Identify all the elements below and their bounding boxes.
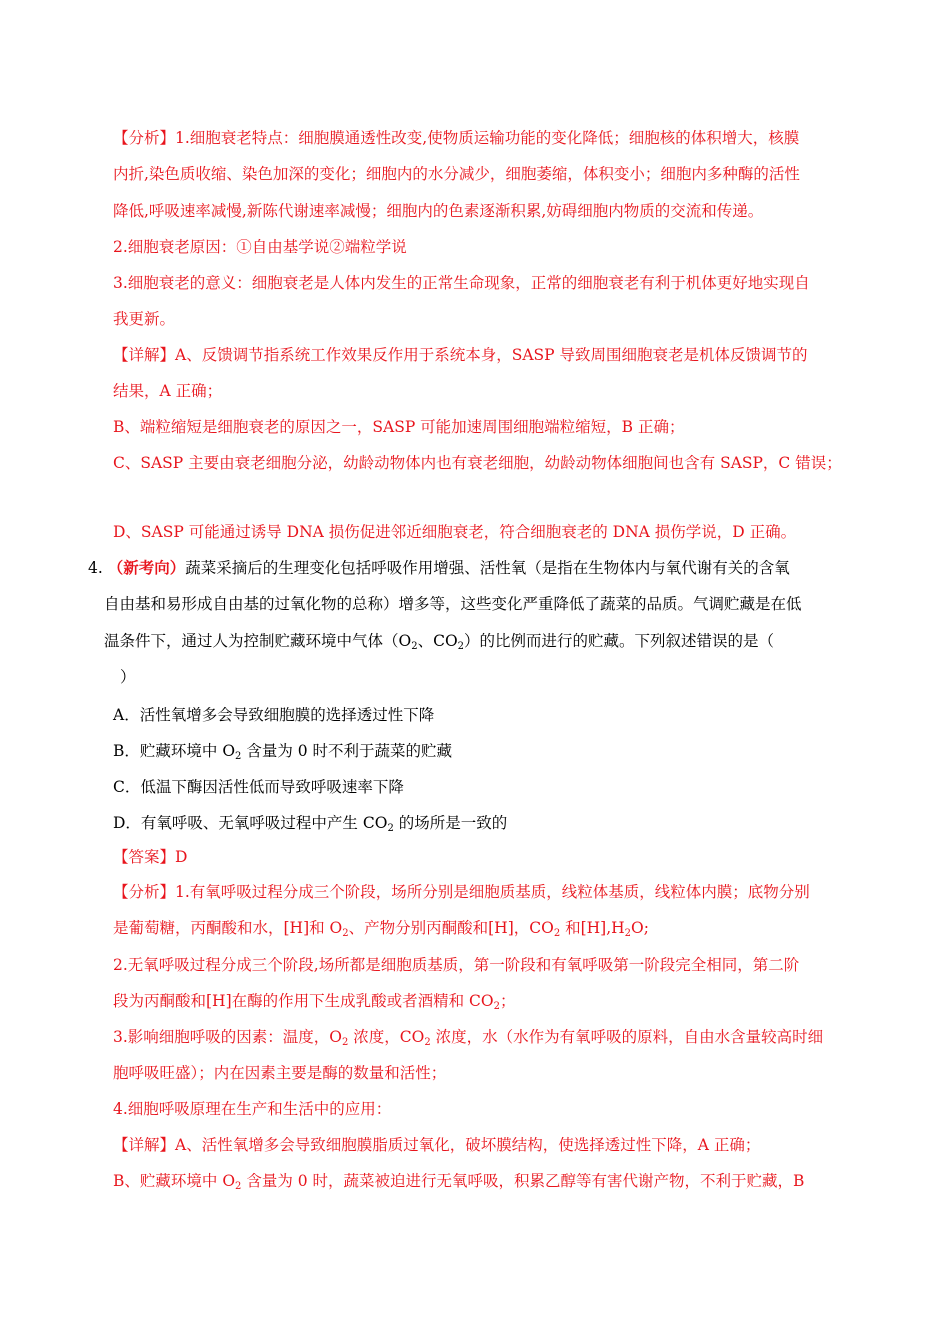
option-d: D．有氧呼吸、无氧呼吸过程中产生 $CO_2$ 的场所是一致的: [113, 814, 508, 834]
analysis1-line-4: 2.细胞衰老原因：①自由基学说②端粒学说: [113, 238, 407, 256]
question4-stem-line-2: 自由基和易形成自由基的过氧化物的总称）增多等，这些变化严重降低了蔬菜的品质。气调贮藏是在低: [104, 595, 802, 613]
detail1-line-4: C、SASP 主要由衰老细胞分泌，幼龄动物体内也有衰老细胞，幼龄动物体细胞间也含有 SASP，C 错误；: [113, 454, 842, 472]
analysis1-line-2: 内折,染色质收缩、染色加深的变化；细胞内的水分减少，细胞萎缩，体积变小；细胞内多种酶的活性: [113, 165, 800, 183]
option-b: B．贮藏环境中 $O_2$ 含量为 0 时不利于蔬菜的贮藏: [113, 742, 453, 762]
analysis1-line-3: 降低,呼吸速率减慢,新陈代谢速率减慢；细胞内的色素逐渐积累,妨碍细胞内物质的交流和传递。: [113, 202, 764, 220]
question-text: 蔬菜采摘后的生理变化包括呼吸作用增强、活性氧（是指在生物体内与氧代谢有关的含氧: [185, 559, 790, 577]
question-number: 4.: [88, 559, 103, 577]
analysis2-line-3: 2.无氧呼吸过程分成三个阶段,场所都是细胞质基质，第一阶段和有氧呼吸第一阶段完全相同，第二阶: [113, 956, 800, 974]
analysis2-line-2: 是葡萄糖，丙酮酸和水，[H]和 $O_2$、产物分别丙酮酸和[H]，$CO_2$ 和$[H],H_2O$;: [113, 919, 649, 939]
analysis1-line-5: 3.细胞衰老的意义：细胞衰老是人体内发生的正常生命现象，正常的细胞衰老有利于机体更好地实现自: [113, 274, 810, 292]
question-tag: （新考向）: [107, 558, 186, 577]
option-a: A．活性氧增多会导致细胞膜的选择透过性下降: [113, 706, 435, 724]
answer: 【答案】D: [113, 848, 188, 866]
question4-stem-line-1: [88, 556, 790, 580]
analysis1-line-6: 我更新。: [113, 310, 176, 328]
detail1-line-5: D、SASP 可能通过诱导 DNA 损伤促进邻近细胞衰老，符合细胞衰老的 DNA 损伤学说，D 正确。: [113, 523, 797, 541]
analysis1-line-1: 【分析】1.细胞衰老特点：细胞膜通透性改变,使物质运输功能的变化降低；细胞核的体积增大，核膜: [113, 129, 800, 147]
question4-stem-line-3: 温条件下，通过人为控制贮藏环境中气体（$O_2$、$CO_2$）的比例而进行的贮藏。下列叙述错误的是（: [104, 632, 775, 652]
analysis2-line-4: 段为丙酮酸和[H]在酶的作用下生成乳酸或者酒精和 $CO_2$；: [113, 992, 516, 1012]
analysis2-line-7: 4.细胞呼吸原理在生产和生活中的应用：: [113, 1100, 392, 1118]
analysis2-line-6: 胞呼吸旺盛）；内在因素主要是酶的数量和活性；: [113, 1064, 447, 1082]
detail2-line-2: B、贮藏环境中 $O_2$ 含量为 0 时，蔬菜被迫进行无氧呼吸，积累乙醇等有害代谢产物，不利于贮藏，B: [113, 1172, 805, 1192]
detail2-line-1: 【详解】A、活性氧增多会导致细胞膜脂质过氧化，破坏膜结构，使选择透过性下降，A 正确；: [113, 1136, 761, 1154]
detail1-line-3: B、端粒缩短是细胞衰老的原因之一，SASP 可能加速周围细胞端粒缩短，B 正确；: [113, 418, 685, 436]
detail1-line-2: 结果，A 正确；: [113, 382, 223, 400]
analysis2-line-5: 3.影响细胞呼吸的因素：温度，$O_2$ 浓度，$CO_2$ 浓度，水（水作为有氧呼吸的原料，自由水含量较高时细: [113, 1028, 824, 1048]
question4-stem-line-4: ）: [120, 668, 136, 686]
option-c: C．低温下酶因活性低而导致呼吸速率下降: [113, 778, 404, 796]
detail1-line-1: 【详解】A、反馈调节指系统工作效果反作用于系统本身，SASP 导致周围细胞衰老是机体反馈调节的: [113, 346, 808, 364]
analysis2-line-1: 【分析】1.有氧呼吸过程分成三个阶段，场所分别是细胞质基质，线粒体基质，线粒体内膜；底物分别: [113, 883, 810, 901]
